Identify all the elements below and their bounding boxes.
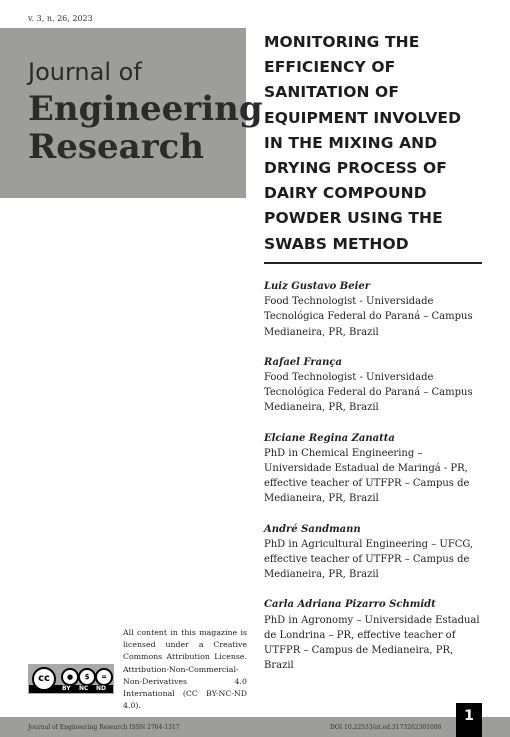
author-name: Luiz Gustavo Beier bbox=[264, 281, 371, 292]
footer-journal-issn: Journal of Engineering Research ISSN 2764-1317 bbox=[28, 724, 180, 731]
author-entry bbox=[264, 597, 484, 673]
author-name: Rafael França bbox=[264, 356, 342, 368]
noncommercial-icon: $ bbox=[78, 668, 96, 686]
author-entry bbox=[264, 431, 484, 507]
journal-title-block bbox=[0, 28, 263, 198]
author-entry bbox=[264, 279, 484, 340]
author-name: Elciane Regina Zanatta bbox=[264, 432, 395, 444]
article-title: MONITORING THE EFFICIENCY OF SANITATION OF EQUIPMENT INVOLVED IN THE MIXING AND DRYING PROCESS OF DAIRY COMPOUND POWDER USING THE SWABS METHOD bbox=[264, 33, 462, 253]
journal-title-line1: Journal of bbox=[28, 58, 142, 86]
page-footer bbox=[0, 717, 510, 737]
license-notice: All content in this magazine is licensed under a Creative Commons Attribution License. Attribution-Non-Commercial-Non-Derivatives 4.0 International (CC BY-NC-ND 4.0). bbox=[123, 628, 247, 711]
cc-badge-labels bbox=[59, 685, 113, 693]
author-entry bbox=[264, 355, 484, 416]
author-affiliation: Food Technologist - Universidade Tecnológica Federal do Paraná – Campus Medianeira, PR, Brazil bbox=[264, 296, 473, 338]
title-divider bbox=[264, 262, 482, 264]
footer-doi: DOI 10.22533/at.ed.3173262301086 bbox=[330, 724, 442, 731]
author-name: André Sandmann bbox=[264, 523, 361, 535]
noderivatives-icon: = bbox=[95, 668, 113, 686]
cc-label-nc: NC bbox=[79, 685, 89, 692]
attribution-person-icon: ● bbox=[61, 668, 79, 686]
author-affiliation: Food Technologist - Universidade Tecnológica Federal do Paraná – Campus Medianeira, PR, Brazil bbox=[264, 372, 473, 414]
cc-icon: cc bbox=[32, 667, 56, 691]
author-entry bbox=[264, 522, 484, 583]
author-affiliation: PhD in Agronomy – Universidade Estadual de Londrina – PR, effective teacher of UTFPR – Campus de Medianeira, PR, Brazil bbox=[264, 614, 480, 672]
author-affiliation: PhD in Agricultural Engineering – UFCG, effective teacher of UTFPR – Campus de Medianeira, PR, Brazil bbox=[264, 538, 474, 581]
cc-label-nd: ND bbox=[96, 685, 107, 692]
author-name: Carla Adriana Pizarro Schmidt bbox=[264, 599, 436, 611]
cc-label-by: BY bbox=[62, 685, 71, 692]
volume-issue: v. 3, n. 26, 2023 bbox=[28, 14, 93, 23]
journal-title-line2: Engineering bbox=[28, 89, 263, 129]
author-list bbox=[264, 279, 484, 688]
cc-license-badge[interactable] bbox=[28, 664, 114, 694]
author-affiliation: PhD in Chemical Engineering – Universidade Estadual de Maringá - PR, effective teacher of UTFPR – Campus de Medianeira, PR, Brazil bbox=[264, 447, 470, 505]
journal-title-line3: Research bbox=[28, 127, 205, 167]
page-number: 1 bbox=[456, 703, 482, 737]
